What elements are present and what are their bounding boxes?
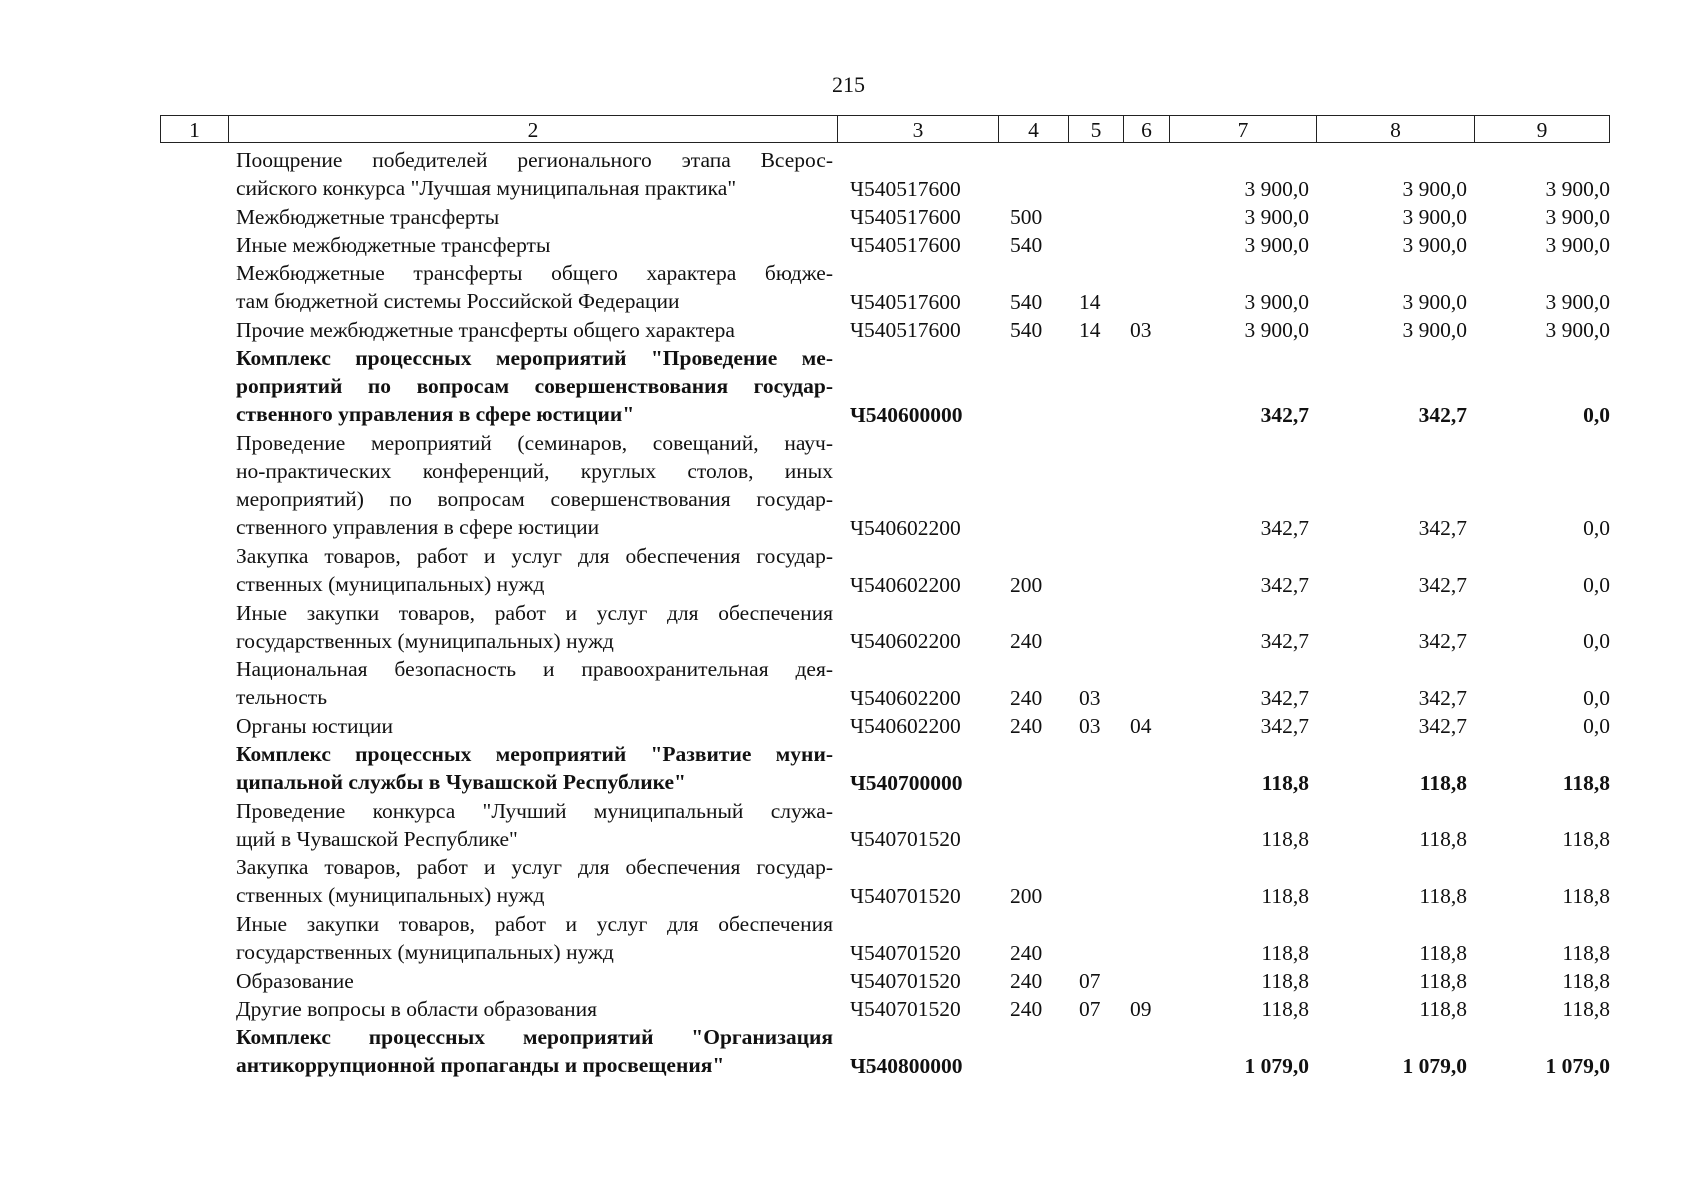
- amount-col-9: 3 900,0: [1545, 176, 1610, 201]
- target-article-code: Ч540517600: [850, 204, 961, 229]
- table-row: [0, 655, 1697, 712]
- table-row: [0, 967, 1697, 995]
- subsection-code: 04: [1130, 714, 1152, 739]
- amount-col-7: 118,8: [1261, 884, 1309, 909]
- row-description: [236, 655, 833, 711]
- description-line: ственных (муниципальных) нужд: [236, 572, 545, 597]
- row-description: [236, 995, 833, 1023]
- amount-col-7: 1 079,0: [1244, 1053, 1309, 1078]
- amount-col-9: 3 900,0: [1545, 289, 1610, 314]
- table-row: [0, 429, 1697, 542]
- target-article-code: Ч540701520: [850, 968, 961, 993]
- expense-type-code: 240: [1010, 714, 1043, 739]
- description-line: Закупка товаров, работ и услуг для обеспечения государ-: [236, 544, 833, 569]
- table-body: [0, 146, 1697, 1080]
- row-description: [236, 542, 833, 598]
- amount-col-7: 118,8: [1261, 827, 1309, 852]
- description-line: Органы юстиции: [236, 713, 393, 738]
- description-line: государственных (муниципальных) нужд: [236, 628, 614, 653]
- description-line: тельность: [236, 685, 328, 710]
- header-cell-col-3: 3: [837, 115, 998, 143]
- amount-col-7: 342,7: [1260, 516, 1309, 541]
- expense-type-code: 240: [1010, 685, 1043, 710]
- description-line: Иные закупки товаров, работ и услуг для обеспечения: [236, 912, 833, 937]
- amount-col-7: 3 900,0: [1244, 289, 1309, 314]
- amount-col-8: 342,7: [1418, 629, 1467, 654]
- amount-col-8: 3 900,0: [1402, 318, 1467, 343]
- description-line: Межбюджетные трансферты: [236, 204, 500, 229]
- row-description: [236, 146, 833, 202]
- target-article-code: Ч540800000: [850, 1053, 963, 1078]
- amount-col-7: 3 900,0: [1244, 204, 1309, 229]
- amount-col-9: 118,8: [1562, 997, 1610, 1022]
- row-description: [236, 967, 833, 995]
- table-row: [0, 797, 1697, 854]
- table-row: [0, 146, 1697, 203]
- amount-col-8: 342,7: [1418, 685, 1467, 710]
- section-code: 14: [1079, 289, 1101, 314]
- row-description: [236, 203, 833, 231]
- target-article-code: Ч540701520: [850, 997, 961, 1022]
- amount-col-9: 0,0: [1583, 572, 1610, 597]
- amount-col-8: 3 900,0: [1402, 233, 1467, 258]
- amount-col-7: 118,8: [1261, 940, 1309, 965]
- table-row: [0, 344, 1697, 429]
- target-article-code: Ч540602200: [850, 629, 961, 654]
- table-row: [0, 259, 1697, 316]
- amount-col-9: 118,8: [1562, 940, 1610, 965]
- description-line: Поощрение победителей регионального этапа Всерос-: [236, 148, 833, 172]
- row-description: [236, 1023, 833, 1079]
- description-line: Проведение конкурса "Лучший муниципальный служа-: [236, 798, 833, 823]
- description-line: мероприятий) по вопросам совершенствования государ-: [236, 486, 833, 511]
- amount-col-7: 342,7: [1260, 685, 1309, 710]
- description-line: Комплекс процессных мероприятий "Проведение ме-: [236, 346, 833, 371]
- amount-col-9: 3 900,0: [1545, 318, 1610, 343]
- description-line: Закупка товаров, работ и услуг для обеспечения государ-: [236, 855, 833, 880]
- expense-type-code: 540: [1010, 289, 1043, 314]
- description-line: Прочие межбюджетные трансферты общего характера: [236, 317, 735, 342]
- table-row: [0, 740, 1697, 797]
- amount-col-8: 3 900,0: [1402, 204, 1467, 229]
- target-article-code: Ч540701520: [850, 940, 961, 965]
- expense-type-code: 500: [1010, 204, 1043, 229]
- target-article-code: Ч540701520: [850, 884, 961, 909]
- amount-col-8: 118,8: [1419, 827, 1467, 852]
- section-code: 07: [1079, 968, 1101, 993]
- amount-col-7: 3 900,0: [1244, 233, 1309, 258]
- header-cell-col-5: 5: [1068, 115, 1123, 143]
- amount-col-8: 342,7: [1418, 402, 1467, 427]
- header-cell-col-2: 2: [228, 115, 837, 143]
- amount-col-7: 3 900,0: [1244, 176, 1309, 201]
- row-description: [236, 429, 833, 541]
- amount-col-7: 118,8: [1261, 770, 1309, 795]
- table-row: [0, 316, 1697, 344]
- amount-col-9: 0,0: [1583, 685, 1610, 710]
- target-article-code: Ч540602200: [850, 516, 961, 541]
- table-row: [0, 712, 1697, 740]
- description-line: там бюджетной системы Российской Федерации: [236, 289, 680, 314]
- amount-col-8: 342,7: [1418, 572, 1467, 597]
- header-cell-col-7: 7: [1169, 115, 1316, 143]
- amount-col-7: 118,8: [1261, 968, 1309, 993]
- target-article-code: Ч540517600: [850, 233, 961, 258]
- amount-col-7: 3 900,0: [1244, 318, 1309, 343]
- table-row: [0, 599, 1697, 656]
- amount-col-7: 342,7: [1260, 714, 1309, 739]
- row-description: [236, 740, 833, 796]
- amount-col-9: 0,0: [1583, 629, 1610, 654]
- description-line: государственных (муниципальных) нужд: [236, 940, 614, 965]
- amount-col-9: 1 079,0: [1545, 1053, 1610, 1078]
- table-header-row: [160, 115, 1610, 143]
- row-description: [236, 712, 833, 740]
- target-article-code: Ч540602200: [850, 572, 961, 597]
- expense-type-code: 240: [1010, 629, 1043, 654]
- amount-col-9: 118,8: [1562, 827, 1610, 852]
- expense-type-code: 240: [1010, 940, 1043, 965]
- amount-col-9: 0,0: [1583, 714, 1610, 739]
- amount-col-8: 118,8: [1419, 884, 1467, 909]
- description-line: Комплекс процессных мероприятий "Организация: [236, 1025, 833, 1050]
- target-article-code: Ч540517600: [850, 176, 961, 201]
- expense-type-code: 540: [1010, 318, 1043, 343]
- expense-type-code: 200: [1010, 572, 1043, 597]
- target-article-code: Ч540701520: [850, 827, 961, 852]
- description-line: Межбюджетные трансферты общего характера бюдже-: [236, 261, 833, 286]
- row-description: [236, 231, 833, 259]
- amount-col-8: 118,8: [1419, 770, 1467, 795]
- amount-col-9: 118,8: [1562, 968, 1610, 993]
- description-line: Иные закупки товаров, работ и услуг для обеспечения: [236, 600, 833, 625]
- table-row: [0, 995, 1697, 1023]
- amount-col-9: 0,0: [1583, 516, 1610, 541]
- page-number: 215: [832, 72, 865, 97]
- description-line: Иные межбюджетные трансферты: [236, 232, 551, 257]
- subsection-code: 03: [1130, 318, 1152, 343]
- row-description: [236, 853, 833, 909]
- row-description: [236, 316, 833, 344]
- table-row: [0, 853, 1697, 910]
- amount-col-9: 118,8: [1562, 884, 1610, 909]
- subsection-code: 09: [1130, 997, 1152, 1022]
- amount-col-8: 118,8: [1419, 968, 1467, 993]
- table-row: [0, 231, 1697, 259]
- amount-col-7: 342,7: [1260, 572, 1309, 597]
- description-line: ственных (муниципальных) нужд: [236, 883, 545, 908]
- target-article-code: Ч540602200: [850, 685, 961, 710]
- section-code: 07: [1079, 997, 1101, 1022]
- description-line: роприятий по вопросам совершенствования государ-: [236, 374, 833, 399]
- description-line: сийского конкурса "Лучшая муниципальная практика": [236, 176, 737, 200]
- row-description: [236, 797, 833, 853]
- expense-type-code: 240: [1010, 968, 1043, 993]
- description-line: Национальная безопасность и правоохранительная дея-: [236, 657, 833, 682]
- amount-col-7: 342,7: [1260, 629, 1309, 654]
- amount-col-7: 118,8: [1261, 997, 1309, 1022]
- row-description: [236, 259, 833, 315]
- target-article-code: Ч540600000: [850, 402, 963, 427]
- expense-type-code: 200: [1010, 884, 1043, 909]
- amount-col-8: 3 900,0: [1402, 289, 1467, 314]
- amount-col-9: 3 900,0: [1545, 233, 1610, 258]
- amount-col-8: 118,8: [1419, 997, 1467, 1022]
- expense-type-code: 240: [1010, 997, 1043, 1022]
- expense-type-code: 540: [1010, 233, 1043, 258]
- target-article-code: Ч540517600: [850, 318, 961, 343]
- description-line: ственного управления в сфере юстиции: [236, 514, 600, 539]
- row-description: [236, 910, 833, 966]
- target-article-code: Ч540517600: [850, 289, 961, 314]
- target-article-code: Ч540700000: [850, 770, 963, 795]
- row-description: [236, 344, 833, 428]
- table-row: [0, 203, 1697, 231]
- target-article-code: Ч540602200: [850, 714, 961, 739]
- section-code: 03: [1079, 685, 1101, 710]
- table-row: [0, 910, 1697, 967]
- header-cell-col-1: 1: [160, 115, 228, 143]
- description-line: антикоррупционной пропаганды и просвещения": [236, 1053, 725, 1078]
- header-cell-col-9: 9: [1474, 115, 1610, 143]
- section-code: 14: [1079, 318, 1101, 343]
- table-row: [0, 542, 1697, 599]
- description-line: Комплекс процессных мероприятий "Развитие муни-: [236, 742, 833, 767]
- amount-col-9: 0,0: [1583, 402, 1610, 427]
- header-cell-col-8: 8: [1316, 115, 1474, 143]
- amount-col-7: 342,7: [1260, 402, 1309, 427]
- row-description: [236, 599, 833, 655]
- amount-col-8: 1 079,0: [1402, 1053, 1467, 1078]
- description-line: Образование: [236, 968, 354, 993]
- amount-col-8: 118,8: [1419, 940, 1467, 965]
- amount-col-8: 342,7: [1418, 714, 1467, 739]
- description-line: Другие вопросы в области образования: [236, 996, 597, 1021]
- table-row: [0, 1023, 1697, 1080]
- amount-col-8: 342,7: [1418, 516, 1467, 541]
- amount-col-9: 3 900,0: [1545, 204, 1610, 229]
- description-line: ственного управления в сфере юстиции": [236, 402, 635, 427]
- header-cell-col-4: 4: [998, 115, 1068, 143]
- header-cell-col-6: 6: [1123, 115, 1169, 143]
- description-line: но-практических конференций, круглых столов, иных: [236, 458, 833, 483]
- amount-col-9: 118,8: [1562, 770, 1610, 795]
- description-line: щий в Чувашской Республике": [236, 826, 518, 851]
- description-line: ципальной службы в Чувашской Республике": [236, 770, 686, 795]
- amount-col-8: 3 900,0: [1402, 176, 1467, 201]
- section-code: 03: [1079, 714, 1101, 739]
- description-line: Проведение мероприятий (семинаров, совещаний, науч-: [236, 430, 833, 455]
